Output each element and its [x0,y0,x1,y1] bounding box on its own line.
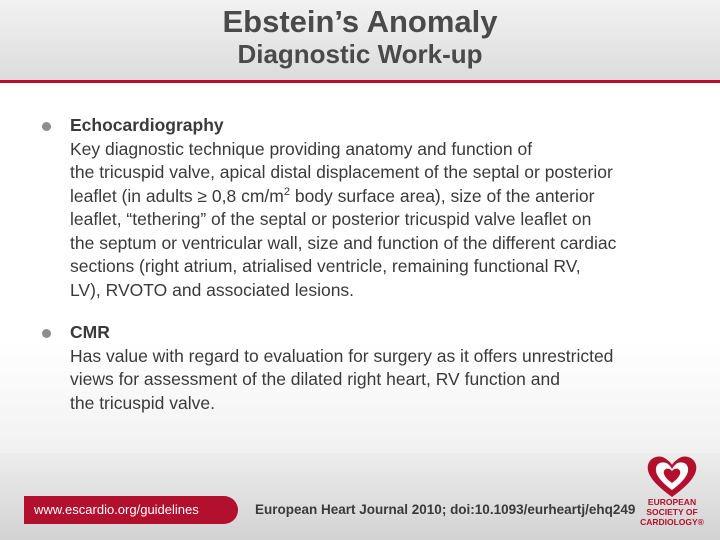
logo-line: SOCIETY OF [646,507,698,517]
bullet-icon [40,327,54,341]
slide-subtitle: Diagnostic Work-up [237,39,483,69]
item-line: the tricuspid valve. [70,392,215,413]
item-heading: CMR [70,322,110,342]
journal-citation: European Heart Journal 2010; doi:10.1093/eurheartj/ehq249 [255,502,636,517]
esc-heart-logo-icon [644,452,700,500]
item-line: the septum or ventricular wall, size and function of the different cardiac [70,232,617,253]
bullet-icon [40,120,54,134]
item-line: leaflet, “tethering” of the septal or posterior tricuspid valve leaflet on [70,209,592,229]
logo-line: CARDIOLOGY® [640,517,704,527]
title-band [0,0,720,80]
item-line-part: leaflet (in adults ≥ 0,8 cm/m [70,185,284,206]
logo-line: EUROPEAN [647,497,697,507]
item-line: the tricuspid valve, apical distal displacement of the septal or posterior [70,162,613,182]
item-heading: Echocardiography [70,115,224,135]
item-line-part: body surface area), size of the anterior [289,185,595,206]
item-line: sections (right atrium, atrialised ventricle, remaining functional RV, [70,256,581,276]
list-item-cmr [70,321,700,415]
item-line: Has value with regard to evaluation for surgery as it offers unrestricted [70,345,614,366]
superscript: 2 [283,185,290,198]
item-line: LV), RVOTO and associated lesions. [70,279,355,300]
slide-title: Ebstein’s Anomaly [222,4,498,39]
list-item-echocardiography [70,114,700,302]
item-line: views for assessment of the dilated right heart, RV function and [70,369,560,389]
item-line [70,185,700,209]
esc-logo-text [630,497,714,527]
guidelines-link[interactable]: www.escardio.org/guidelines [34,502,199,517]
item-line: Key diagnostic technique providing anatomy and function of [70,138,533,159]
